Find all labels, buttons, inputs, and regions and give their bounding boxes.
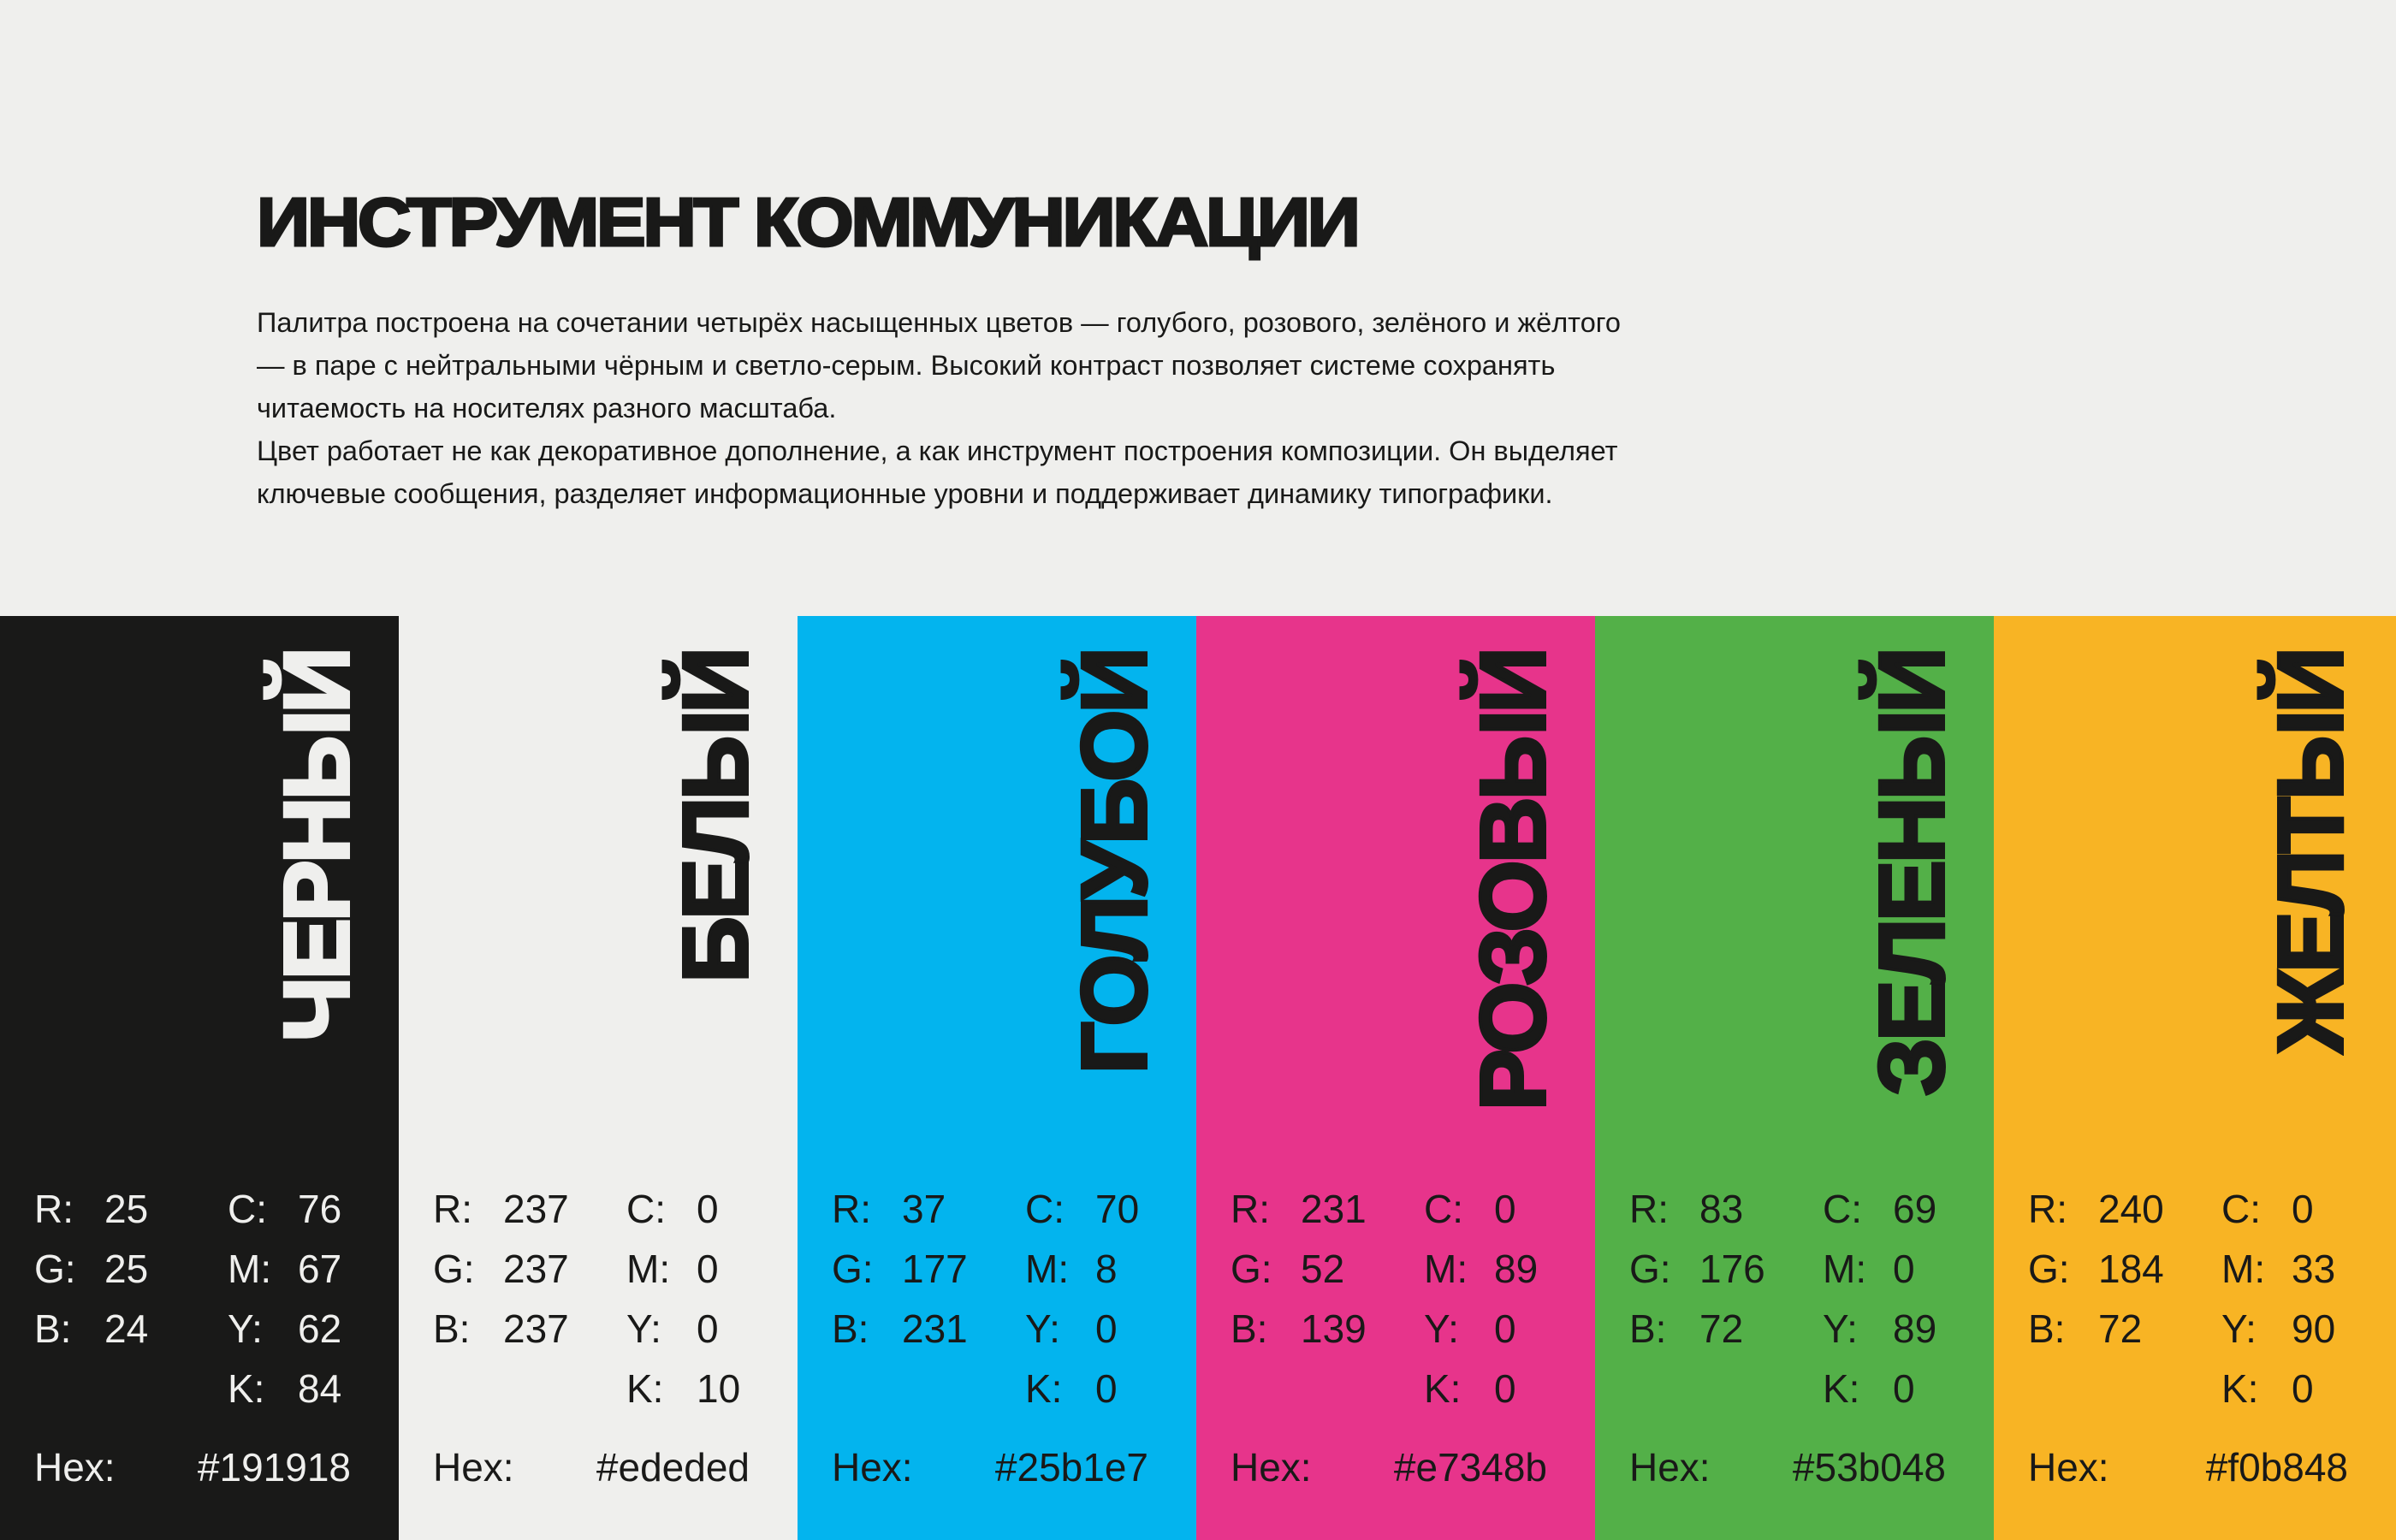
c-value: 0 [697,1187,719,1231]
b-label: B: [1231,1306,1268,1351]
page-title: ИНСТРУМЕНТ КОММУНИКАЦИИ [257,184,1358,260]
k-value: 0 [2292,1366,2314,1411]
k-label: K: [626,1366,664,1411]
intro-paragraph-2: Цвет работает не как декоративное дополнение, а как инструмент построения композиции. Он выделяет ключевые сообщения, разделяет информационные уровни и поддерживает динамику типографики. [257,435,1618,509]
c-label: C: [2221,1187,2261,1231]
m-label: M: [1025,1247,1070,1291]
k-label: K: [1424,1366,1462,1411]
c-label: C: [1025,1187,1065,1231]
y-label: Y: [228,1306,263,1351]
g-label: G: [1629,1247,1671,1291]
hex-label: Hex: [1629,1445,1711,1490]
intro-paragraph-1: Палитра построена на сочетании четырёх насыщенных цветов — голубого, розового, зелёного и жёлтого — в паре с нейтральными чёрным и светло-серым. Высокий контраст позволяет системе сохранять читаемость на носителях разного масштаба. [257,307,1621,424]
b-value: 24 [104,1306,149,1351]
b-label: B: [2028,1306,2066,1351]
rgb-values [433,1179,569,1359]
hex-value: #e7348b [1393,1445,1547,1490]
y-value: 89 [1893,1306,1937,1351]
c-value: 0 [1494,1187,1516,1231]
hex-row [433,1437,750,1497]
m-label: M: [2221,1247,2266,1291]
m-label: M: [1823,1247,1867,1291]
swatch-name: ЖЕЛТЫЙ [2258,650,2362,1053]
cmyk-values [1823,1179,1936,1419]
y-label: Y: [2221,1306,2257,1351]
cmyk-values [2221,1179,2335,1419]
m-label: M: [1424,1247,1468,1291]
g-label: G: [1231,1247,1272,1291]
k-value: 0 [1095,1366,1118,1411]
hex-value: #f0b848 [2205,1445,2348,1490]
hex-row [832,1437,1148,1497]
y-label: Y: [1424,1306,1459,1351]
hex-value: #ededed [596,1445,750,1490]
rgb-values [34,1179,148,1359]
c-value: 69 [1893,1187,1937,1231]
g-value: 176 [1699,1247,1765,1291]
y-label: Y: [1025,1306,1060,1351]
c-value: 70 [1095,1187,1140,1231]
b-value: 72 [1699,1306,1744,1351]
r-label: R: [1231,1187,1270,1231]
k-value: 10 [697,1366,741,1411]
b-label: B: [832,1306,869,1351]
cmyk-values [228,1179,341,1419]
c-value: 0 [2292,1187,2314,1231]
hex-value: #53b048 [1792,1445,1946,1490]
m-value: 33 [2292,1247,2336,1291]
r-label: R: [34,1187,74,1231]
c-label: C: [1424,1187,1463,1231]
y-value: 90 [2292,1306,2336,1351]
swatch-name: ЧЕРНЫЙ [264,650,368,1042]
y-value: 62 [298,1306,342,1351]
color-swatches [0,616,2396,1540]
rgb-values [1231,1179,1367,1359]
r-label: R: [433,1187,472,1231]
hex-row [34,1437,351,1497]
r-label: R: [1629,1187,1669,1231]
g-label: G: [832,1247,874,1291]
m-value: 0 [1893,1247,1915,1291]
hex-value: #25b1e7 [994,1445,1148,1490]
g-value: 184 [2098,1247,2164,1291]
m-value: 0 [697,1247,719,1291]
c-label: C: [1823,1187,1862,1231]
b-label: B: [433,1306,471,1351]
swatch-yellow [1994,616,2396,1540]
hex-value: #191918 [197,1445,351,1490]
hex-label: Hex: [2028,1445,2109,1490]
r-value: 37 [902,1187,946,1231]
c-label: C: [228,1187,267,1231]
cmyk-values [1025,1179,1139,1419]
k-label: K: [1025,1366,1063,1411]
m-value: 8 [1095,1247,1118,1291]
k-value: 84 [298,1366,342,1411]
rgb-values [832,1179,968,1359]
b-value: 72 [2098,1306,2143,1351]
g-label: G: [2028,1247,2070,1291]
g-value: 52 [1301,1247,1345,1291]
b-label: B: [34,1306,72,1351]
swatch-pink [1196,616,1595,1540]
swatch-name: ЗЕЛЕНЫЙ [1859,650,1963,1096]
m-label: M: [228,1247,272,1291]
m-value: 67 [298,1247,342,1291]
swatch-white [399,616,798,1540]
r-value: 237 [503,1187,569,1231]
r-value: 25 [104,1187,149,1231]
k-label: K: [2221,1366,2259,1411]
y-value: 0 [1494,1306,1516,1351]
y-label: Y: [1823,1306,1858,1351]
rgb-values [2028,1179,2164,1359]
g-value: 237 [503,1247,569,1291]
r-value: 83 [1699,1187,1744,1231]
y-label: Y: [626,1306,661,1351]
k-value: 0 [1893,1366,1915,1411]
m-value: 89 [1494,1247,1539,1291]
g-label: G: [433,1247,475,1291]
swatch-green [1595,616,1994,1540]
b-value: 139 [1301,1306,1367,1351]
swatch-name: ГОЛУБОЙ [1062,650,1165,1075]
m-label: M: [626,1247,671,1291]
hex-row [2028,1437,2348,1497]
swatch-name: БЕЛЫЙ [663,650,767,983]
hex-label: Hex: [1231,1445,1312,1490]
swatch-blue [798,616,1196,1540]
g-value: 177 [902,1247,968,1291]
hex-label: Hex: [34,1445,116,1490]
b-value: 237 [503,1306,569,1351]
k-value: 0 [1494,1366,1516,1411]
rgb-values [1629,1179,1765,1359]
cmyk-values [1424,1179,1538,1419]
b-label: B: [1629,1306,1667,1351]
intro-section [257,184,1848,515]
y-value: 0 [1095,1306,1118,1351]
hex-label: Hex: [433,1445,514,1490]
k-label: K: [228,1366,265,1411]
r-value: 240 [2098,1187,2164,1231]
r-label: R: [832,1187,871,1231]
swatch-black [0,616,399,1540]
cmyk-values [626,1179,740,1419]
c-value: 76 [298,1187,342,1231]
y-value: 0 [697,1306,719,1351]
hex-row [1629,1437,1946,1497]
g-label: G: [34,1247,76,1291]
swatch-name: РОЗОВЫЙ [1461,650,1564,1111]
r-label: R: [2028,1187,2067,1231]
r-value: 231 [1301,1187,1367,1231]
hex-label: Hex: [832,1445,913,1490]
hex-row [1231,1437,1547,1497]
c-label: C: [626,1187,666,1231]
b-value: 231 [902,1306,968,1351]
k-label: K: [1823,1366,1860,1411]
g-value: 25 [104,1247,149,1291]
